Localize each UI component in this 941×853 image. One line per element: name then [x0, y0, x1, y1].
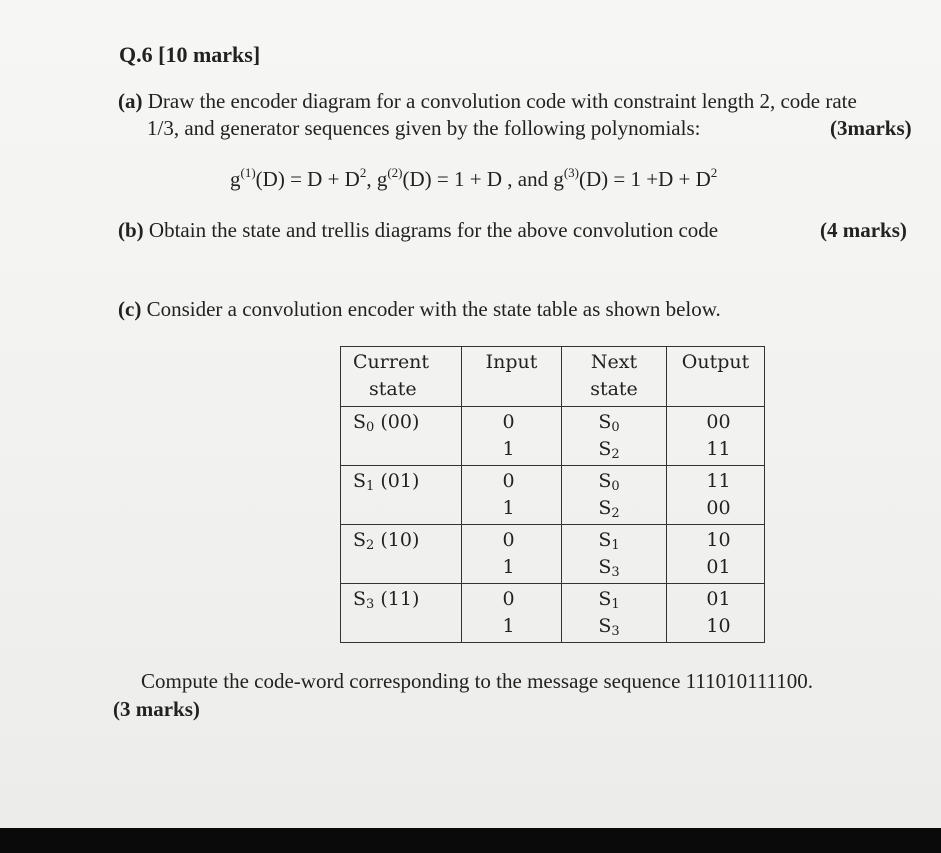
state-code: (11) [374, 588, 420, 610]
input-cell [462, 525, 562, 584]
part-c-marks: (3 marks) [113, 697, 200, 721]
output-cell [667, 584, 765, 643]
next-state-subscript: 3 [611, 624, 620, 639]
state-code: (10) [374, 529, 420, 551]
header-output-text: Output [681, 351, 750, 373]
g2-expression: (D) = 1 + D , and g [402, 167, 564, 191]
header-next-line2: state [590, 378, 638, 400]
part-a-text-1: Draw the encoder diagram for a convolution code with constraint length 2, code rate [142, 89, 857, 113]
part-c-label: (c) [118, 297, 142, 321]
header-current-line1: Current [353, 351, 430, 373]
next-state-cell [562, 466, 667, 525]
next-state-cell [562, 407, 667, 466]
header-input-text: Input [485, 351, 538, 373]
state-code: (01) [374, 470, 420, 492]
input-value: 1 [502, 556, 515, 578]
next-state-subscript: 0 [611, 479, 620, 494]
part-a-label: (a) [118, 89, 143, 113]
next-state-subscript: 1 [611, 597, 620, 612]
output-value: 00 [706, 411, 731, 433]
part-b-marks: (4 marks) [820, 218, 907, 242]
current-state-cell [341, 584, 462, 643]
next-state-letter: S [598, 615, 612, 637]
table-row [341, 584, 765, 643]
part-c-line [118, 297, 721, 322]
table-row [341, 525, 765, 584]
next-state-value [562, 468, 666, 495]
table-row [341, 407, 765, 466]
next-state-subscript: 2 [611, 447, 620, 462]
input-value: 1 [502, 497, 515, 519]
output-value: 10 [706, 529, 731, 551]
next-state-letter: S [598, 411, 612, 433]
next-state-value [562, 409, 666, 436]
g1-expression: (D) = D + D [255, 167, 360, 191]
next-state-letter: S [598, 529, 612, 551]
input-value: 0 [502, 588, 515, 610]
next-state-value [562, 586, 666, 613]
part-a-marks: (3marks) [830, 116, 912, 140]
output-value: 00 [706, 497, 731, 519]
input-cell [462, 584, 562, 643]
g1-power: 2 [359, 165, 367, 180]
input-value: 0 [502, 470, 515, 492]
part-b-label: (b) [118, 218, 144, 242]
current-state-cell [341, 407, 462, 466]
state-letter: S [353, 529, 367, 551]
next-state-letter: S [598, 470, 612, 492]
state-letter: S [353, 588, 367, 610]
state-table [340, 346, 765, 643]
header-current-state [341, 347, 462, 407]
next-state-value [562, 613, 666, 640]
next-state-subscript: 0 [611, 420, 620, 435]
next-state-value [562, 495, 666, 522]
header-current-line2: state [369, 378, 417, 400]
output-value: 11 [706, 438, 731, 460]
g2-symbol: , g [366, 167, 388, 191]
state-subscript: 0 [366, 420, 375, 435]
g3-expression: (D) = 1 +D + D [579, 167, 711, 191]
next-state-cell [562, 584, 667, 643]
state-subscript: 1 [366, 479, 375, 494]
output-cell [667, 407, 765, 466]
state-subscript: 3 [366, 597, 375, 612]
header-next-state [562, 347, 667, 407]
part-c-text: Consider a convolution encoder with the state table as shown below. [141, 297, 721, 321]
output-value: 01 [706, 588, 731, 610]
next-state-value [562, 527, 666, 554]
table-row [341, 466, 765, 525]
table-header-row [341, 347, 765, 407]
current-state-cell [341, 525, 462, 584]
output-cell [667, 466, 765, 525]
part-b-text: Obtain the state and trellis diagrams for the above convolution code [143, 218, 719, 242]
header-output [667, 347, 765, 407]
input-value: 0 [502, 529, 515, 551]
input-value: 0 [502, 411, 515, 433]
next-state-subscript: 1 [611, 538, 620, 553]
next-state-subscript: 3 [611, 565, 620, 580]
input-value: 1 [502, 615, 515, 637]
current-state-cell [341, 466, 462, 525]
state-letter: S [353, 411, 367, 433]
state-letter: S [353, 470, 367, 492]
input-cell [462, 407, 562, 466]
g1-symbol: g [230, 167, 241, 191]
next-state-cell [562, 525, 667, 584]
state-subscript: 2 [366, 538, 375, 553]
generator-polynomials [230, 167, 717, 192]
part-a-line-2: 1/3, and generator sequences given by the following polynomials: [147, 116, 701, 140]
next-state-value [562, 554, 666, 581]
header-next-line1: Next [590, 351, 638, 373]
next-state-letter: S [598, 438, 612, 460]
g3-power: 2 [710, 165, 718, 180]
header-input [462, 347, 562, 407]
output-value: 11 [706, 470, 731, 492]
part-c-compute: Compute the code-word corresponding to the message sequence 111010111100. [141, 669, 814, 693]
output-value: 01 [706, 556, 731, 578]
next-state-letter: S [598, 588, 612, 610]
state-code: (00) [374, 411, 420, 433]
bottom-black-bar [0, 828, 941, 853]
question-title: Q.6 [10 marks] [119, 42, 261, 67]
next-state-letter: S [598, 497, 612, 519]
output-cell [667, 525, 765, 584]
g1-superscript: (1) [240, 165, 256, 180]
next-state-value [562, 436, 666, 463]
input-value: 1 [502, 438, 515, 460]
part-b-line [118, 218, 718, 243]
input-cell [462, 466, 562, 525]
next-state-subscript: 2 [611, 506, 620, 521]
g2-superscript: (2) [387, 165, 403, 180]
output-value: 10 [706, 615, 731, 637]
next-state-letter: S [598, 556, 612, 578]
part-a-line-1 [118, 89, 857, 114]
g3-superscript: (3) [563, 165, 580, 180]
